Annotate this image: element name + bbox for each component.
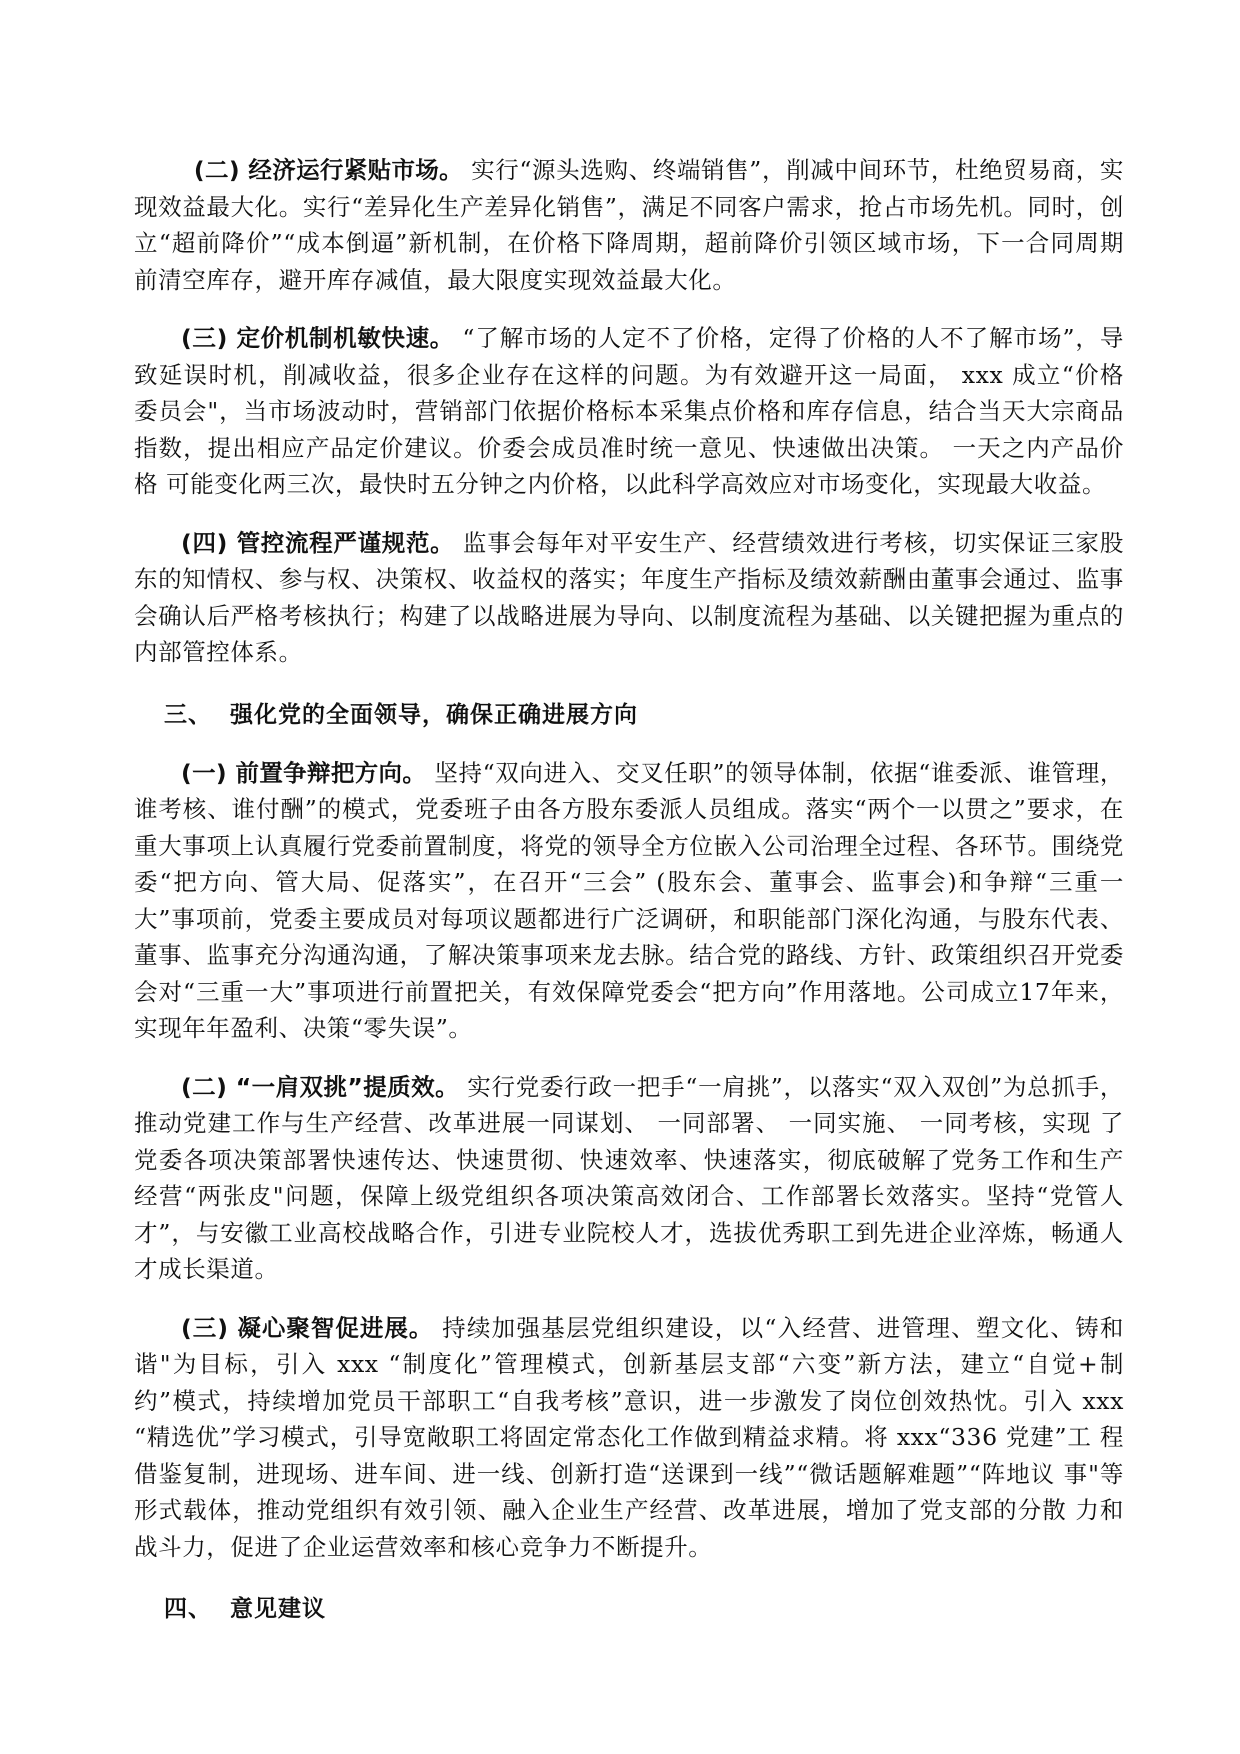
paragraph-lead: (三) 定价机制机敏快速。: [181, 324, 454, 352]
paragraph-lead: (四) 管控流程严谨规范。: [181, 528, 455, 557]
paragraph-dual-role: [134, 1069, 1124, 1288]
paragraph-cohesion: [134, 1310, 1124, 1566]
paragraph-economic-operation: [134, 152, 1124, 298]
heading-number: 三、: [164, 701, 212, 728]
heading-text: 意见建议: [230, 1596, 326, 1622]
paragraph-control-process: [134, 525, 1124, 671]
paragraph-text: 实行“源头选购、终端销售”，削减中间环节，杜绝贸易商，实现效益最大化。实行“差异化生产差异化销售”，满足不同客户需求，抢占市场先机。同时，创立“超前降价”“成本倒逼”新机制，在价格下降周期，超前降价引领区域市场，下一合同周期前清空库存，避开库存减值，最大限度实现效益最大化。: [134, 156, 1125, 294]
paragraph-text: 持续加强基层党组织建设，以“入经营、进管理、塑文化、铸和谐"为目标，引入 xxx “制度化”管理模式，创新基层支部“六变”新方法，建立“自觉+制 约”模式，持续增加党员干部职工“自我考核”意识，进一步激发了岗位创效热忱。引入 xxx “精选优”学习模式，引导宽敞职工将固定常态化工作做到精益求精。将 xxx“336 党建”工 程借鉴复制，进现场、进车间、进一线、创新打造“送课到一线”“微话题解难题”“阵地议 事"等形式载体，推动党组织有效引领、融入企业生产经营、改革进展，增加了党支部的分散 力和战斗力，促进了企业运营效率和核心竞争力不断提升。: [134, 1313, 1124, 1561]
paragraph-direction: [134, 755, 1124, 1047]
paragraph-lead: (二) “一肩双挑”提质效。: [181, 1072, 460, 1101]
paragraph-text: “了解市场的人定不了价格，定得了价格的人不了解市场”，导致延误时机，削减收益，很多企业存在这样的问题。为有效避开这一局面， xxx 成立“价格 委员会"，当市场波动时，营销部门依据价格标本采集点价格和库存信息，结合当天大宗商品 指数，提出相应产品定价建议。价委会成员准时统一意见、快速做出决策。 一天之内产品价格 可能变化两三次，最快时五分钟之内价格，以此科学高效应对市场变化，实现最大收益。: [134, 324, 1124, 498]
heading-text: 强化党的全面领导，确保正确进展方向: [230, 701, 638, 728]
paragraph-text: 坚持“双向进入、交叉任职”的领导体制，依据“谁委派、谁管理，谁考核、谁付酬”的模式，党委班子由各方股东委派人员组成。落实“两个一以贯之”要求，在重大事项上认真履行党委前置制度，将党的领导全方位嵌入公司治理全过程、各环节。围绕党委“把方向、管大局、促落实”，在召开“三会” (股东会、董事会、监事会)和争辩“三重一大”事项前，党委主要成员对每项议题都进行广泛调研，和职能部门深化沟通，与股东代表、董事、监事充分沟通沟通，了解决策事项来龙去脉。结合党的路线、方针、政策组织召开党委会对“三重一大”事项进行前置把关，有效保障党委会“把方向”作用落地。公司成立17年来，实现年年盈利、决策“零失误”。: [134, 758, 1124, 1042]
paragraph-lead: (一) 前置争辩把方向。: [181, 758, 427, 787]
paragraph-text: 监事会每年对平安生产、经营绩效进行考核，切实保证三家股东的知情权、参与权、决策权、收益权的落实；年度生产指标及绩效薪酬由董事会通过、监事会确认后严格考核执行；构建了以战略进展为导向、以制度流程为基础、以关键把握为重点的内部管控体系。: [134, 528, 1125, 666]
section-heading-suggestions: [134, 1591, 1124, 1627]
paragraph-pricing-mechanism: [134, 320, 1124, 503]
heading-number: 四、: [164, 1596, 212, 1622]
paragraph-text: 实行党委行政一把手“一肩挑”，以落实“双入双创”为总抓手，推动党建工作与生产经营、改革进展一同谋划、 一同部署、 一同实施、 一同考核，实现 了党委各项决策部署快速传达、快速贯彻、快速效率、快速落实，彻底破解了党务工作和生产 经营“两张皮"问题，保障上级党组织各项决策高效闭合、工作部署长效落实。坚持“党管人 才”，与安徽工业高校战略合作，引进专业院校人才，选拔优秀职工到先进企业淬炼，畅通人 才成长渠道。: [134, 1072, 1124, 1283]
paragraph-lead: (二) 经济运行紧贴市场。: [193, 156, 463, 184]
paragraph-lead: (三) 凝心聚智促进展。: [181, 1313, 434, 1342]
section-heading-party-leadership: [134, 697, 1124, 733]
document-body: [134, 152, 1124, 1649]
